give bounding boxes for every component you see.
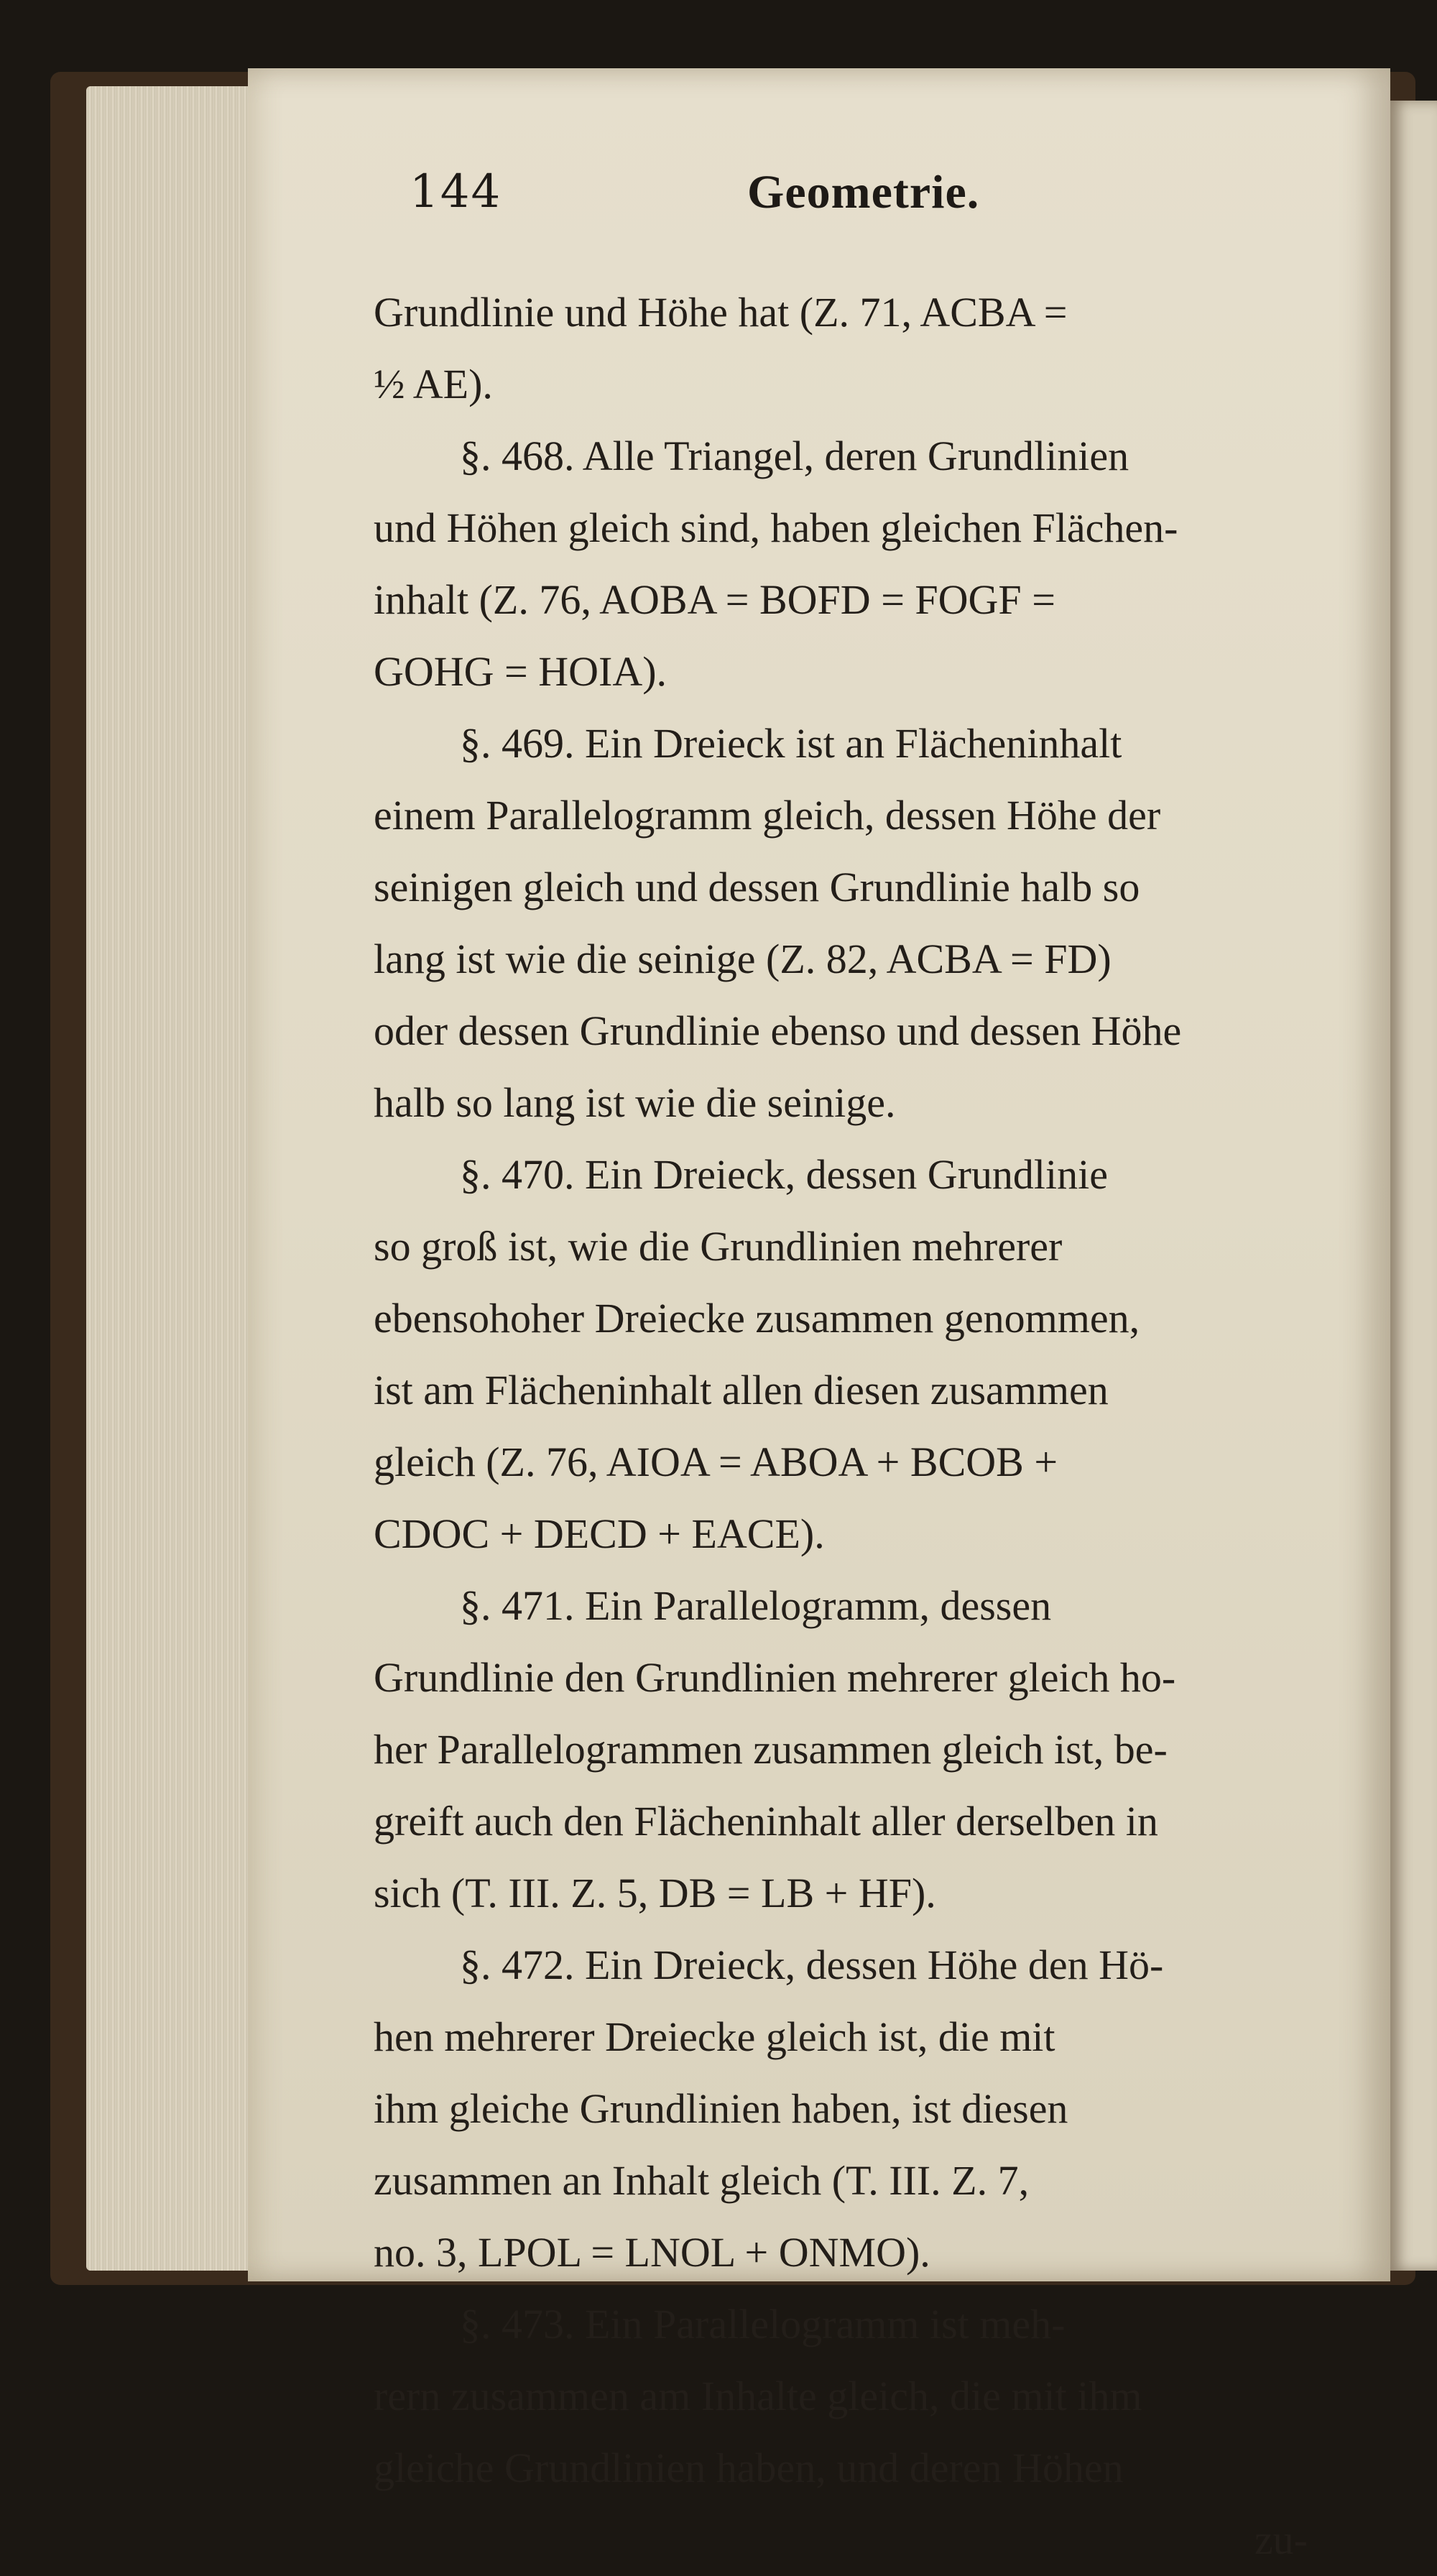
body-text [374,277,1336,2576]
paragraph-469: §. 469. Ein Dreieck ist an Flächeninhalt [460,720,1122,767]
page-header [410,165,1322,230]
text-line: zusammen an Inhalt gleich (T. III. Z. 7, [374,2157,1030,2204]
text-line: CDOC + DECD + EACE). [374,1510,825,1557]
text-line: her Parallelogrammen zusammen gleich ist, be- [374,1726,1168,1773]
text-line: so groß ist, wie die Grundlinien mehrerer [374,1223,1063,1270]
text-line: ihm gleiche Grundlinien haben, ist diesen [374,2085,1068,2132]
text-line: hen mehrerer Dreiecke gleich ist, die mit [374,2013,1055,2060]
page-number: 144 [410,165,502,218]
text-line: gleiche Grundlinien haben, und deren Höhen [374,2445,1124,2491]
text-line: ist am Flächeninhalt allen diesen zusammen [374,1367,1109,1413]
text-line: GOHG = HOIA). [374,648,667,695]
catchword: zu- [1254,2516,1308,2563]
paragraph-470: §. 470. Ein Dreieck, dessen Grundlinie [460,1151,1109,1198]
text-line: no. 3, LPOL = LNOL + ONMO). [374,2229,930,2276]
text-line: einem Parallelogramm gleich, dessen Höhe der [374,792,1161,839]
text-line: ebensohoher Dreiecke zusammen genommen, [374,1295,1140,1342]
text-line: gleich (Z. 76, AIOA = ABOA + BCOB + [374,1439,1058,1485]
text-line: halb so lang ist wie die seinige. [374,1079,896,1126]
text-line: Grundlinie den Grundlinien mehrerer gleich ho- [374,1654,1176,1701]
text-line: und Höhen gleich sind, haben gleichen Flächen- [374,504,1178,551]
text-line: inhalt (Z. 76, AOBA = BOFD = FOGF = [374,576,1055,623]
running-head: Geometrie. [747,166,980,218]
paragraph-473: §. 473. Ein Parallelogramm ist meh- [460,2301,1066,2348]
text-line: sich (T. III. Z. 5, DB = LB + HF). [374,1870,936,1916]
paragraph-468: §. 468. Alle Triangel, deren Grundlinien [460,433,1129,479]
text-line: seinigen gleich und dessen Grundlinie halb so [374,864,1140,910]
text-line: greift auch den Flächeninhalt aller derselben in [374,1798,1158,1845]
text-line: ½ AE). [374,361,493,407]
text-line: rern zusammen am Inhalte gleich, die mit ihm [374,2373,1142,2419]
facing-page-edge [1390,101,1437,2271]
paragraph-472: §. 472. Ein Dreieck, dessen Höhe den Hö- [460,1942,1164,1988]
paragraph-471: §. 471. Ein Parallelogramm, dessen [460,1582,1052,1629]
text-line: Grundlinie und Höhe hat (Z. 71, ACBA = [374,289,1068,336]
page-edges [86,86,259,2271]
text-line: oder dessen Grundlinie ebenso und dessen Höhe [374,1007,1182,1054]
text-line: lang ist wie die seinige (Z. 82, ACBA = FD) [374,936,1112,982]
